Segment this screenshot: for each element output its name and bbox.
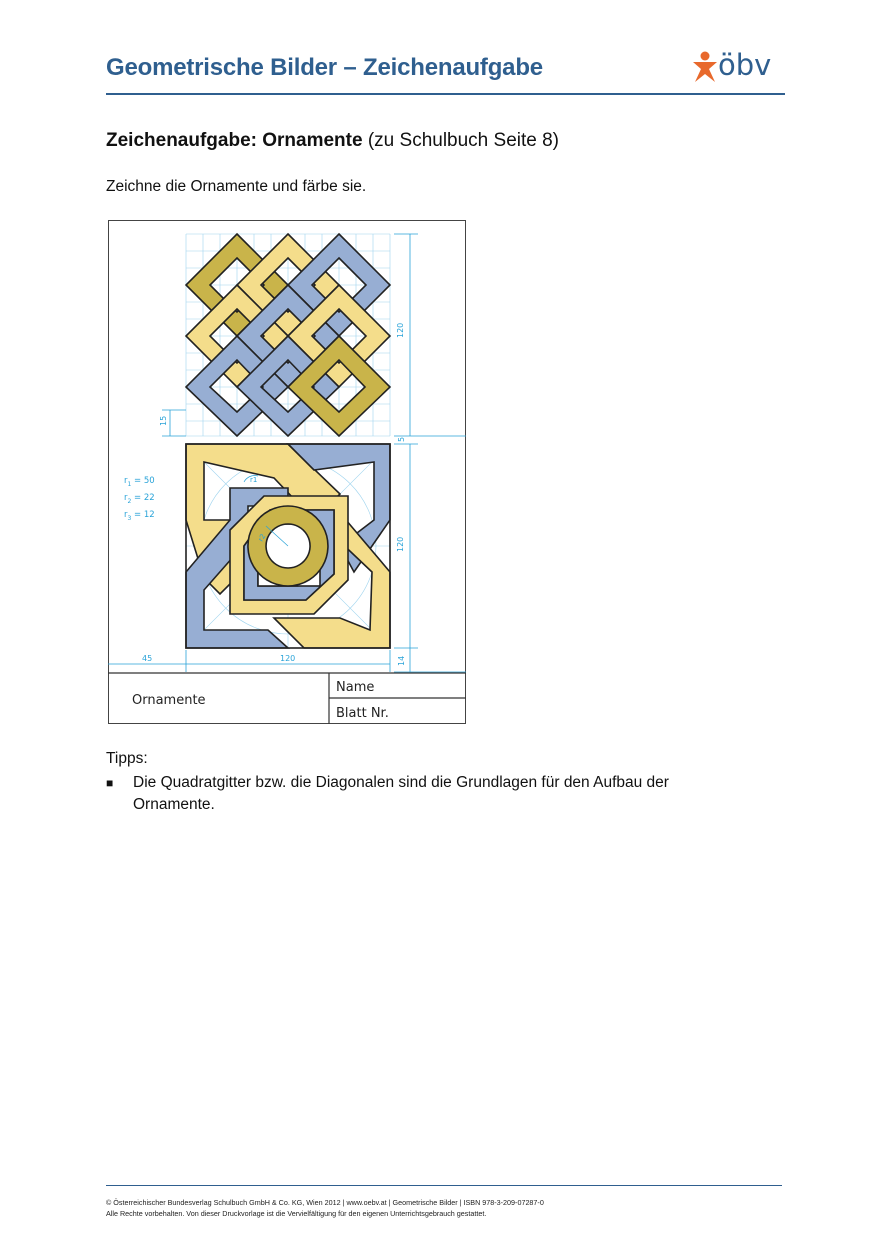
label-r3: r1 (250, 476, 258, 484)
title-block-sheet-label: Blatt Nr. (336, 706, 389, 721)
dim-bottom-height: 120 (396, 536, 405, 552)
dim-top-height: 120 (396, 322, 405, 338)
dim-bottom-margin: 14 (397, 655, 406, 666)
task-reference: (zu Schulbuch Seite 8) (367, 130, 560, 151)
task-heading (106, 130, 559, 152)
title-block-name-label: Name (336, 680, 375, 695)
tip-text: Die Quadratgitter bzw. die Diagonalen sind die Grundlagen für den Aufbau der Ornamente. (133, 774, 669, 813)
header-divider (106, 93, 785, 95)
footer-rights: Alle Rechte vorbehalten. Von dieser Druckvorlage ist die Vervielfältigung für den eigenen Unterrichtsgebrauch gestattet. (106, 1209, 487, 1218)
radii-legend (124, 476, 155, 522)
radius-r2: $r_2 = 22$ (124, 493, 155, 505)
publisher-logo (690, 50, 786, 86)
dim-bottom-width: 120 (280, 654, 296, 663)
task-title: Zeichenaufgabe: Ornamente (106, 130, 363, 151)
logo-text: öbv (718, 48, 772, 82)
radius-r1: $r_1 = 50$ (124, 476, 155, 488)
radius-r3: $r_3 = 12$ (124, 510, 155, 522)
dim-left-margin: 45 (142, 654, 153, 663)
title-block-drawing-name: Ornamente (132, 693, 206, 708)
tips-heading: Tipps: (106, 750, 148, 767)
footer-divider (106, 1185, 782, 1186)
dim-gap-mid: 5 (397, 436, 406, 442)
logo-star-icon (690, 50, 720, 84)
task-instruction: Zeichne die Ornamente und färbe sie. (106, 178, 367, 195)
footer-copyright: © Österreichischer Bundesverlag Schulbuch GmbH & Co. KG, Wien 2012 | www.oebv.at | Geometrische Bilder | ISBN 978-3-209-07287-0 (106, 1198, 544, 1207)
label-r2: r2 (256, 532, 268, 543)
bullet-icon: ■ (106, 776, 114, 790)
bottom-ornament (186, 444, 390, 648)
dim-gap-top: 15 (159, 415, 168, 426)
page-header-title: Geometrische Bilder – Zeichenaufgabe (106, 54, 543, 81)
ornament-drawing-sheet (108, 220, 466, 724)
